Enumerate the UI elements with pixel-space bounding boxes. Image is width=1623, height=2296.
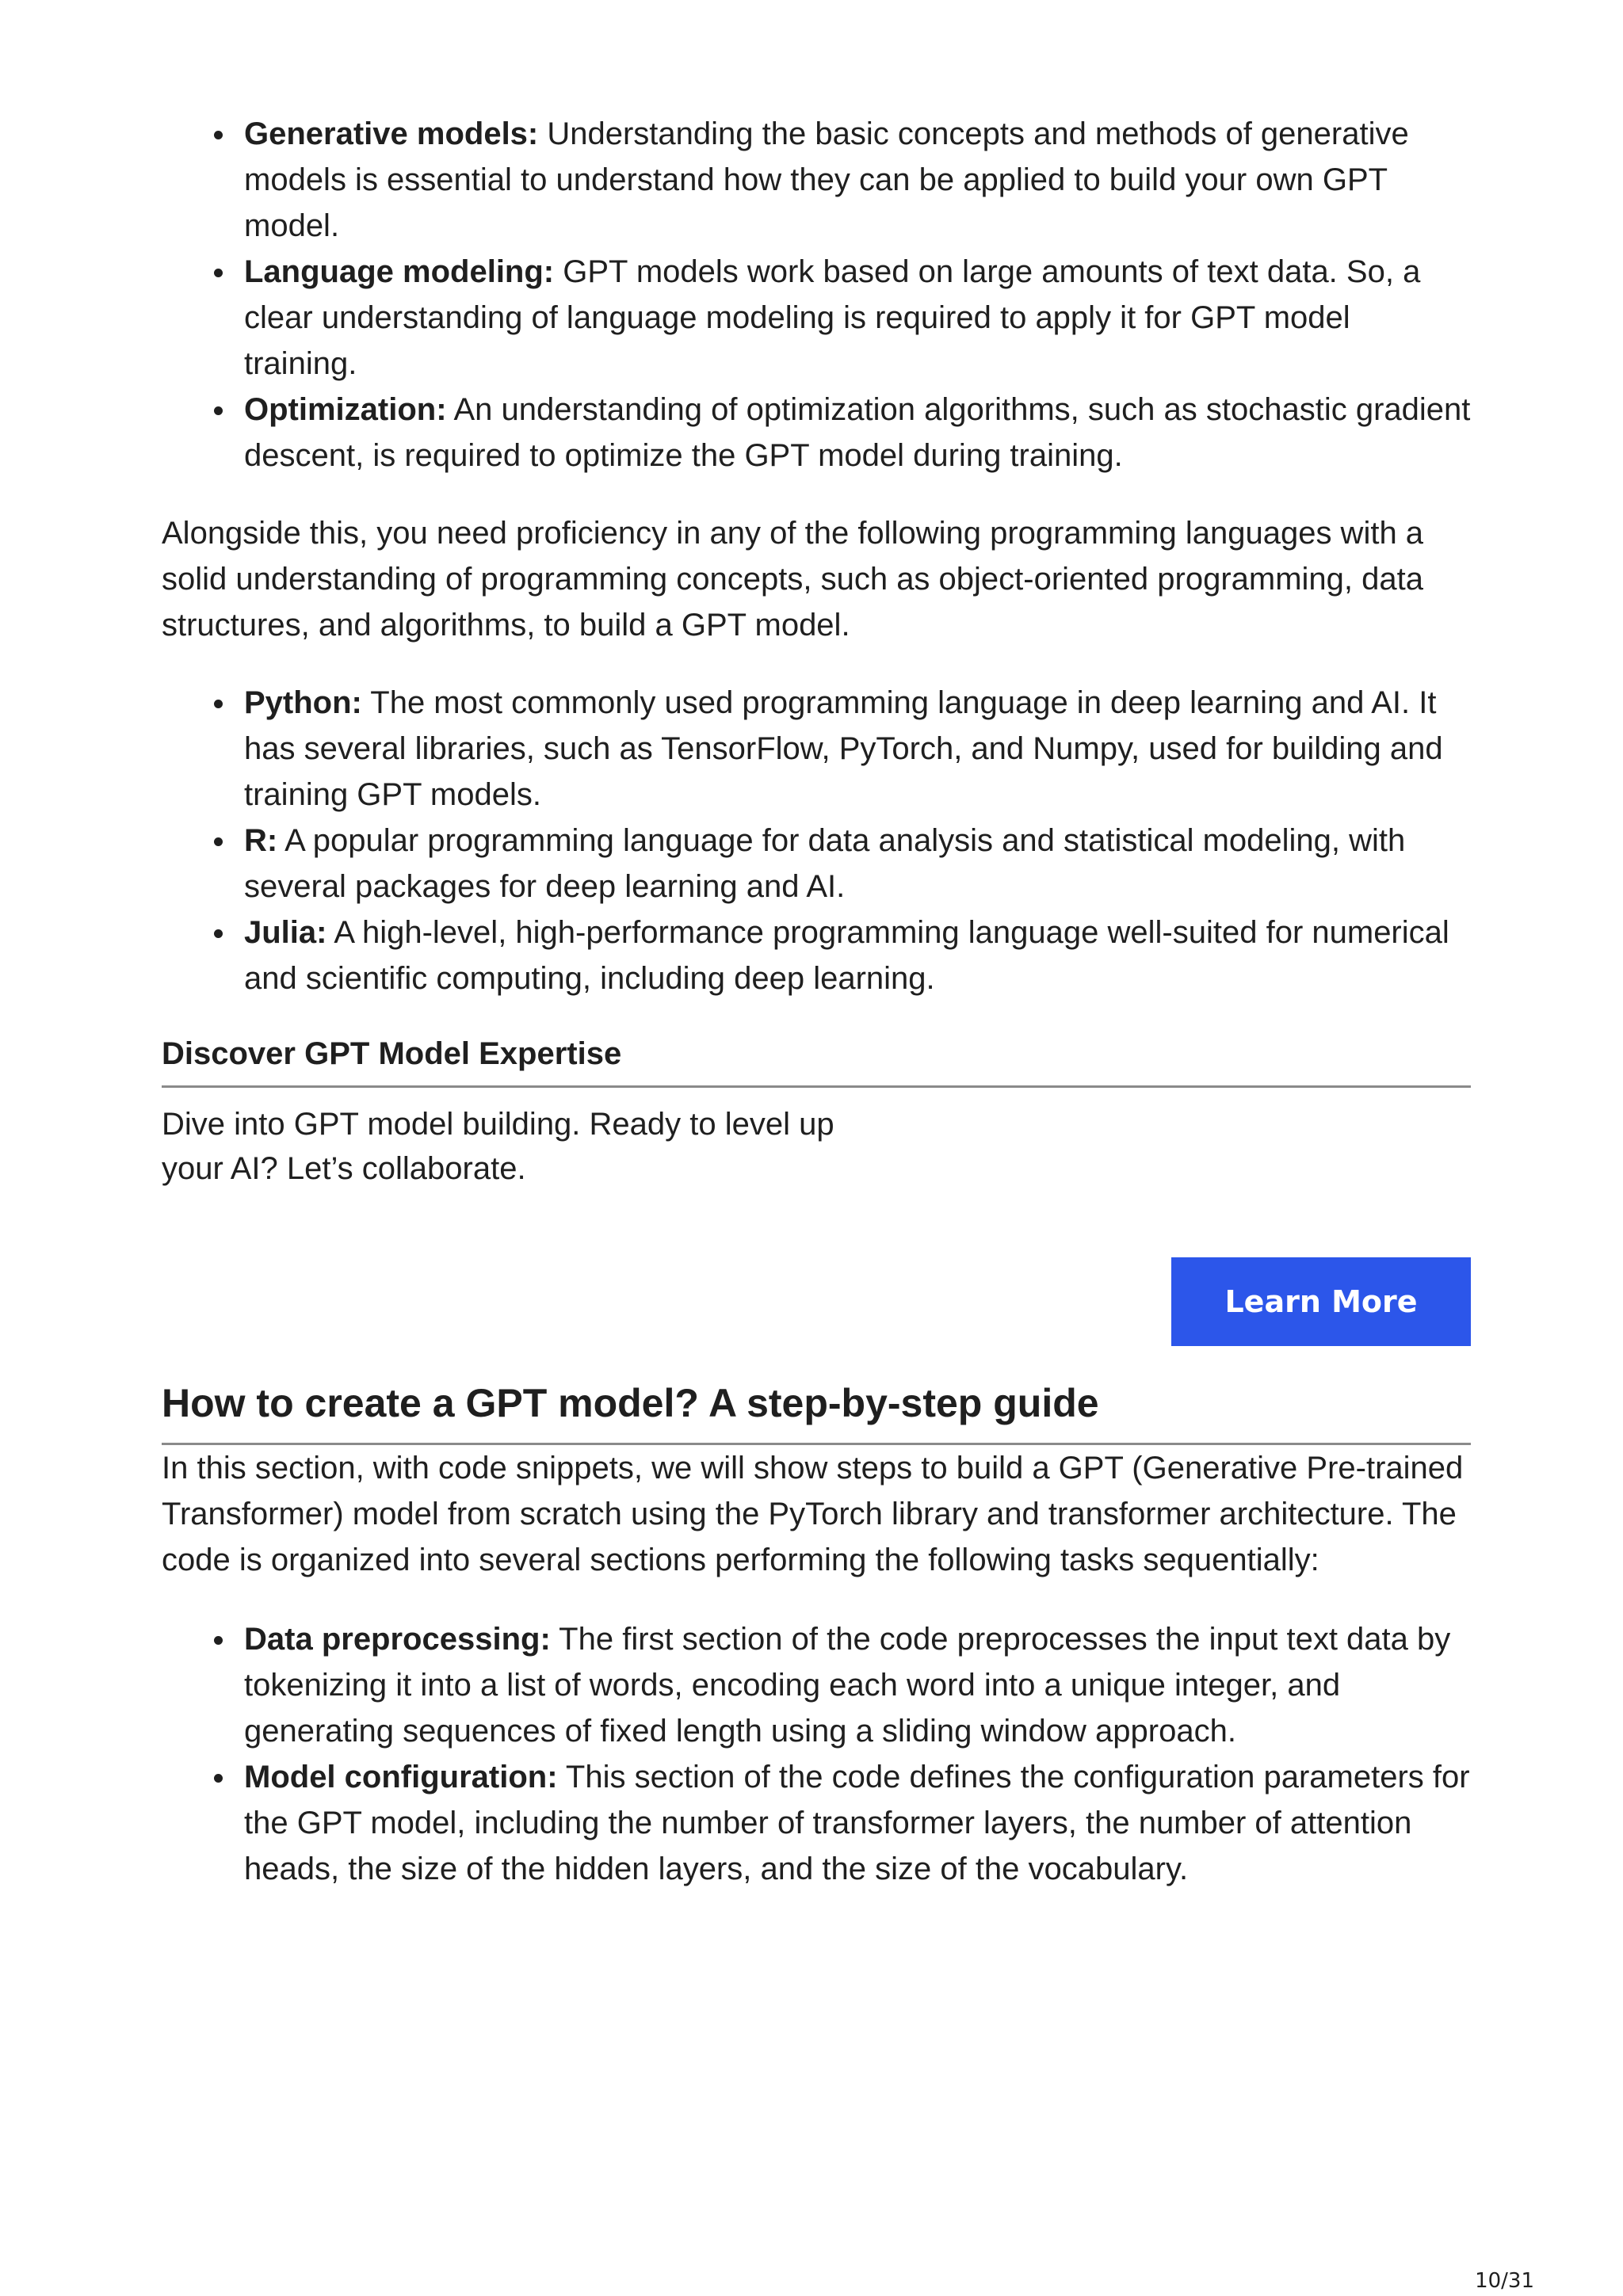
cta-title: Discover GPT Model Expertise <box>162 1033 1471 1088</box>
list-item-term: Generative models: <box>244 116 539 151</box>
list-item-text: This section of the code defines the configuration parameters for the GPT model, including the number of transformer layers, the number of attention heads, the size of the hidden layers, and the size of the vocabulary. <box>244 1760 1470 1886</box>
list-item <box>244 1754 1471 1892</box>
learn-more-button[interactable]: Learn More <box>1171 1257 1471 1346</box>
list-item-text: A popular programming language for data analysis and statistical modeling, with several packages for deep learning and AI. <box>244 823 1406 904</box>
list-item-term: Model configuration: <box>244 1760 558 1794</box>
code-sections-list <box>162 1616 1471 1892</box>
cta-row <box>162 1257 1471 1346</box>
list-item-term: Optimization: <box>244 392 447 427</box>
list-item-term: Data preprocessing: <box>244 1622 551 1657</box>
page-number: 10/31 <box>1475 2269 1534 2293</box>
prerequisite-concepts-list <box>162 111 1471 479</box>
document-page <box>162 111 1471 1892</box>
list-item-term: Python: <box>244 685 362 720</box>
list-item-term: Julia: <box>244 915 327 950</box>
list-item-text: GPT models work based on large amounts of text data. So, a clear understanding of language modeling is required to apply it for GPT model training. <box>244 254 1421 381</box>
list-item <box>244 111 1471 249</box>
list-item <box>244 387 1471 479</box>
list-item-text: Understanding the basic concepts and methods of generative models is essential to understand how they can be applied to build your own GPT model. <box>244 116 1409 243</box>
list-item <box>244 1616 1471 1754</box>
list-item-text: An understanding of optimization algorithms, such as stochastic gradient descent, is required to optimize the GPT model during training. <box>244 392 1471 473</box>
list-item-term: R: <box>244 823 278 858</box>
programming-languages-intro: Alongside this, you need proficiency in any of the following programming languages with a solid understanding of programming concepts, such as object-oriented programming, data structures, and algorithms, to build a GPT model. <box>162 516 1424 643</box>
section-heading: How to create a GPT model? A step-by-step guide <box>162 1378 1471 1445</box>
list-item-term: Language modeling: <box>244 254 555 289</box>
list-item <box>244 249 1471 387</box>
cta-text: Dive into GPT model building. Ready to level up your AI? Let’s collaborate. <box>162 1107 834 1186</box>
list-item <box>244 818 1471 910</box>
list-item-text: A high-level, high-performance programming language well-suited for numerical and scientific computing, including deep learning. <box>244 915 1449 996</box>
programming-languages-list <box>162 680 1471 1001</box>
list-item <box>244 680 1471 818</box>
list-item-text: The first section of the code preprocesses the input text data by tokenizing it into a list of words, encoding each word into a unique integer, and generating sequences of fixed length using a sliding window approach. <box>244 1622 1451 1749</box>
list-item-text: The most commonly used programming language in deep learning and AI. It has several libraries, such as TensorFlow, PyTorch, and Numpy, used for building and training GPT models. <box>244 685 1443 812</box>
list-item <box>244 910 1471 1001</box>
section-intro: In this section, with code snippets, we will show steps to build a GPT (Generative Pre-trained Transformer) model from scratch using the PyTorch library and transformer architecture. The code is organized into several sections performing the following tasks sequentially: <box>162 1451 1464 1577</box>
